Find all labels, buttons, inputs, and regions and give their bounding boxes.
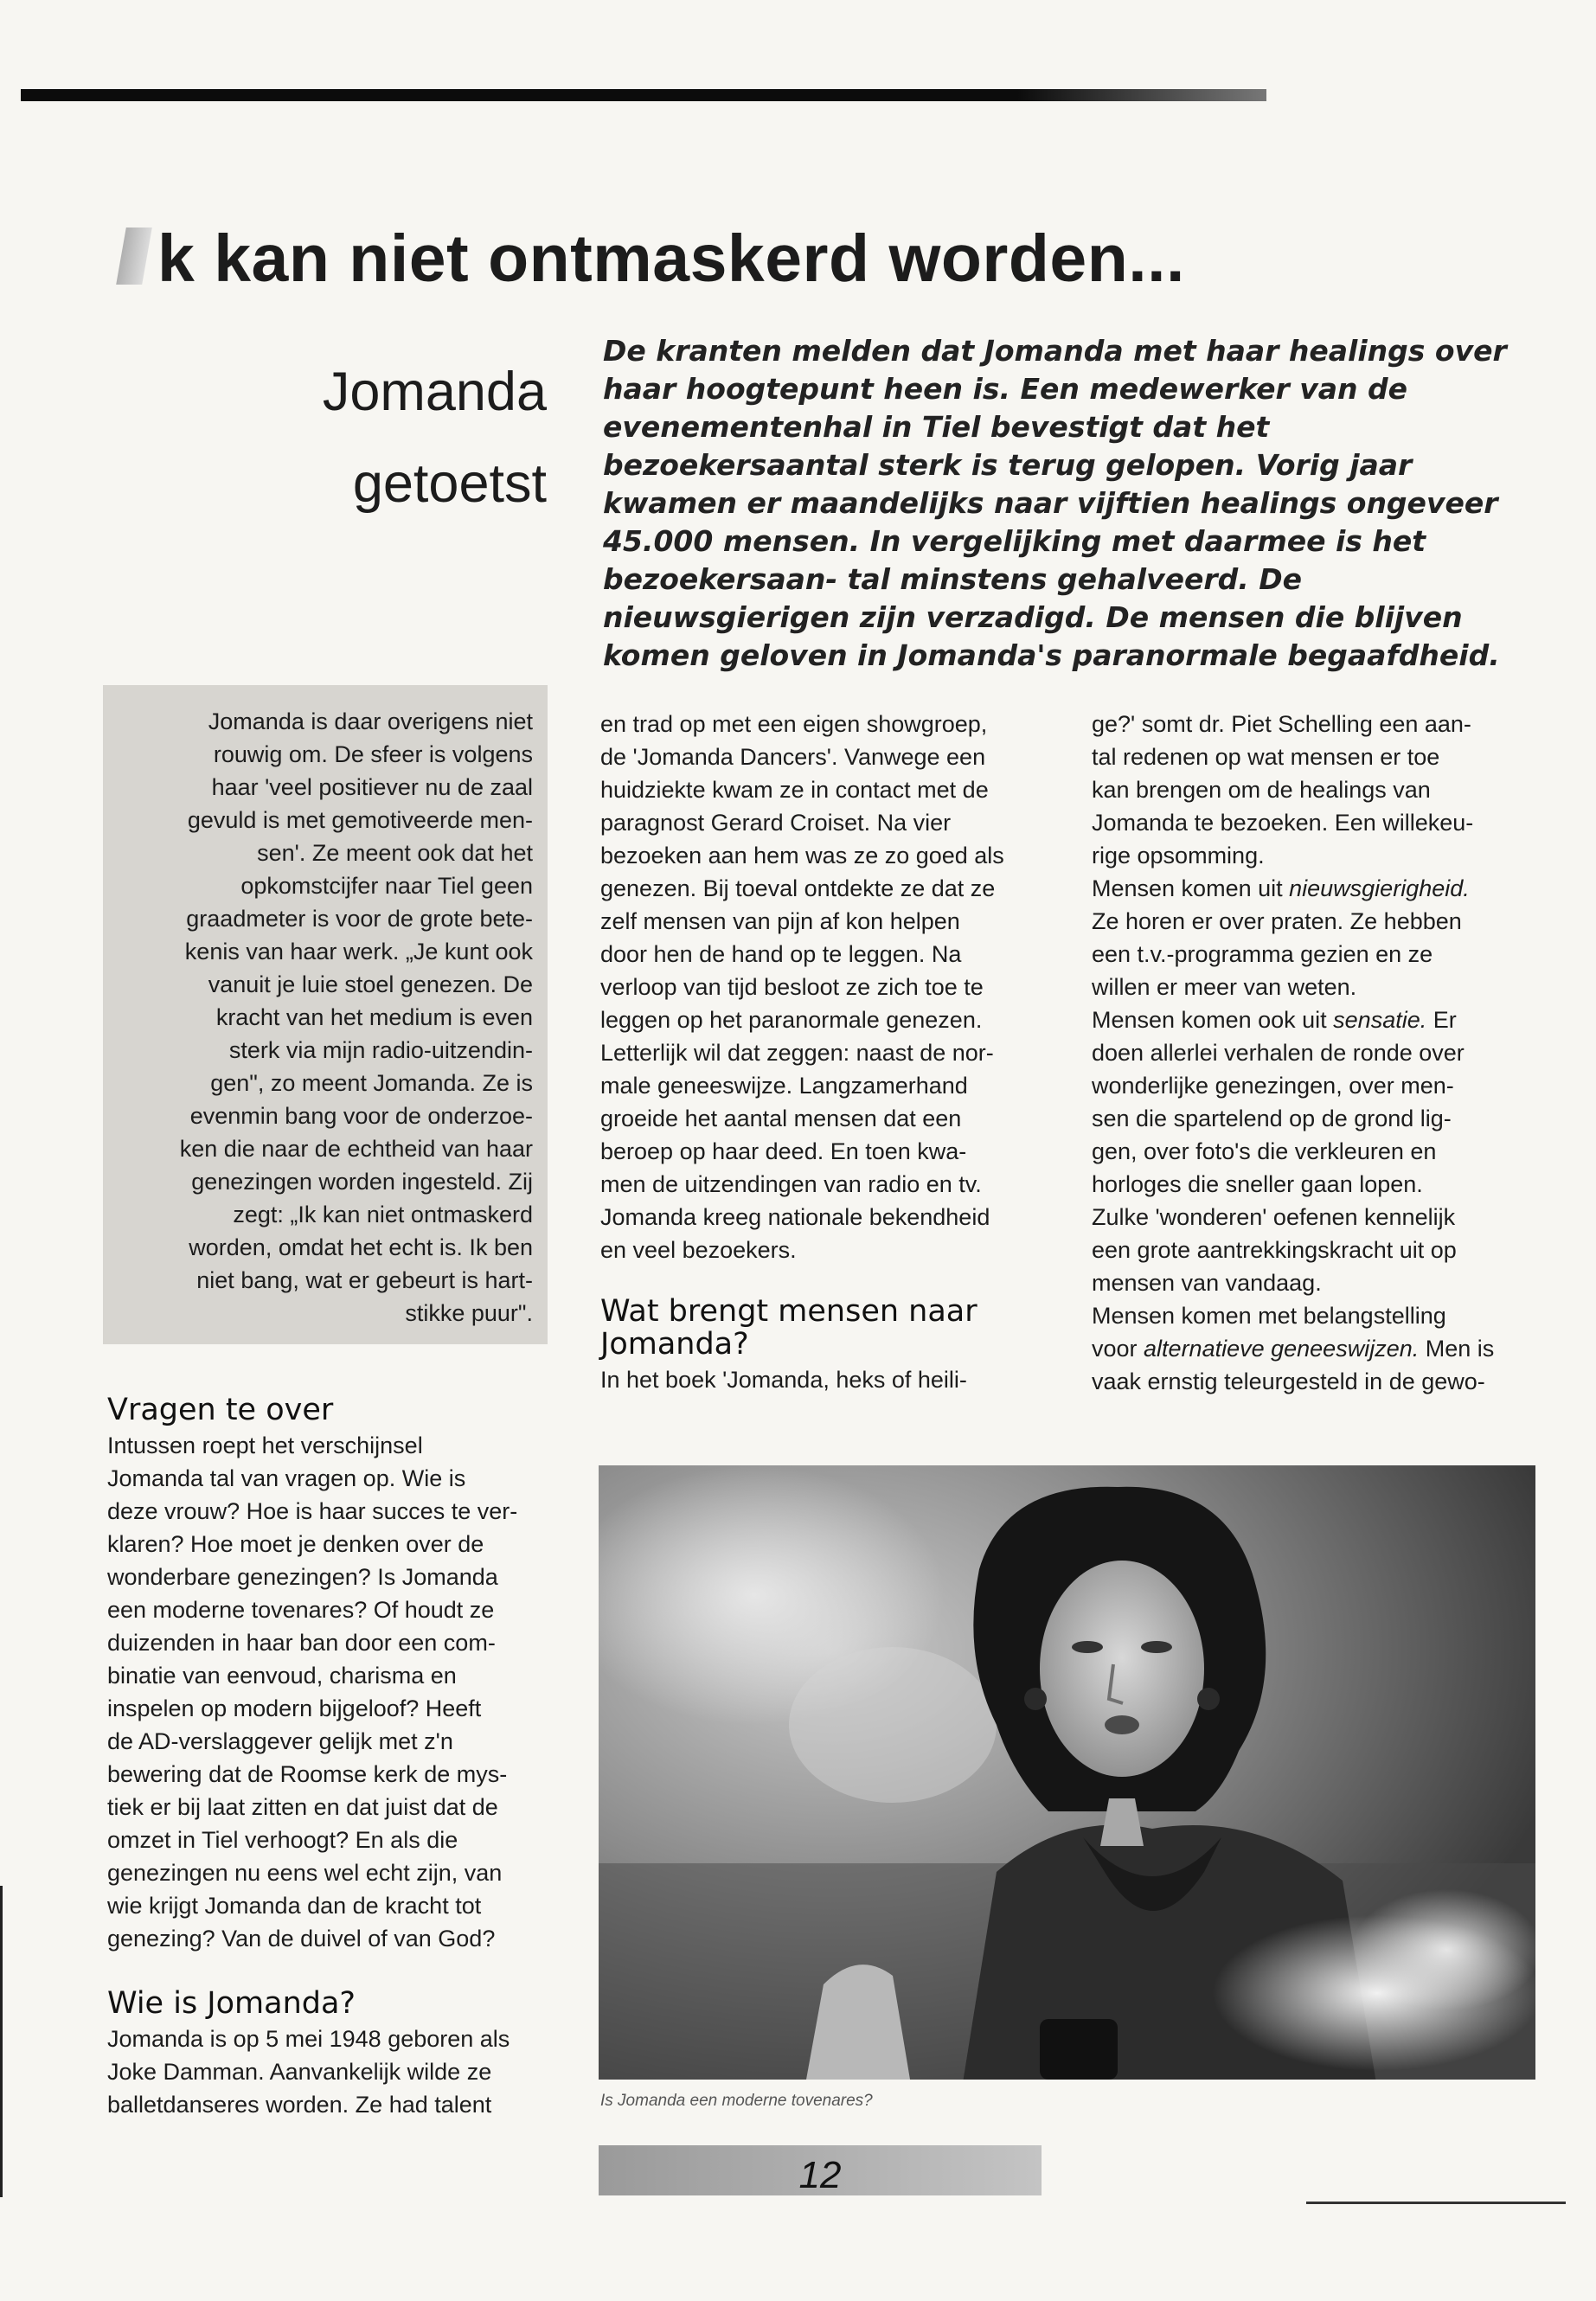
sidebar-quote [121,705,533,1330]
text-line: genezingen nu eens wel echt zijn, van [107,1860,503,1886]
text-line: Jomanda tal van vragen op. Wie is [107,1465,466,1491]
sidebar-line: kracht van het medium is even [215,1004,533,1030]
photo-illustration [599,1465,1535,2080]
text-line: verloop van tijd besloot ze zich toe te [600,974,984,1000]
text-line: een t.v.-programma gezien en ze [1092,941,1433,967]
text-line: Zulke 'wonderen' oefenen kennelijk [1092,1204,1456,1230]
text-line: gen, over foto's die verkleuren en [1092,1138,1437,1164]
text-line: Joke Damman. Aanvankelijk wilde ze [107,2059,492,2085]
text-line: de 'Jomanda Dancers'. Vanwege een [600,744,986,770]
text-line: willen er meer van weten. [1092,974,1357,1000]
text-line: Jomanda te bezoeken. Een willekeu- [1092,810,1474,836]
column-1-vragen [107,1429,544,1955]
sidebar-line: niet bang, wat er gebeurt is hart- [196,1267,533,1293]
column-2-continued [600,1363,1042,1396]
sidebar-line: stikke puur". [405,1300,533,1326]
text-line: bezoeken aan hem was ze zo goed als [600,843,1004,868]
subtitle-line-2: getoetst [352,453,547,514]
text-line: vaak ernstig teleurgesteld in de gewo- [1092,1368,1485,1394]
text-line: Ze horen er over praten. Ze hebben [1092,908,1462,934]
heading-line: Wat brengt mensen naar [600,1294,977,1329]
sidebar-line: genezingen worden ingesteld. Zij [191,1169,533,1195]
text-line: sen die spartelend op de grond lig- [1092,1106,1452,1131]
text-line: duizenden in haar ban door een com- [107,1630,496,1656]
text-line: voor alternatieve geneeswijzen. Men is [1092,1336,1495,1362]
sidebar-line: sterk via mijn radio-uitzendin- [228,1037,533,1063]
text-line: door hen de hand op te leggen. Na [600,941,962,967]
lead-paragraph: De kranten melden dat Jomanda met haar healings over haar hoogtepunt heen is. Een medewerker van de evenementenhal in Tiel bevestigt dat het bezoekersaantal sterk is terug gelopen. Vorig jaar kwamen er maandelijks naar vijftien healings ongeveer 45.000 mensen. In vergelijking met daarmee is het bezoekersaan- tal minstens gehalveerd. De nieuwsgierigen zijn verzadigd. De mensen die blijven komen geloven in Jomanda's paranormale begaafdheid. [603,334,1507,672]
text-line: tiek er bij laat zitten en dat juist dat de [107,1794,498,1820]
text-line: Mensen komen uit nieuwsgierigheid. [1092,875,1470,901]
sidebar-line: gevuld is met gemotiveerde men- [187,807,533,833]
text-line: deze vrouw? Hoe is haar succes te ver- [107,1498,518,1524]
text-line: genezen. Bij toeval ontdekte ze dat ze [600,875,996,901]
headline [121,221,1185,298]
left-edge-line [0,1886,3,2197]
heading-line: Jomanda? [600,1327,749,1362]
text-line: kan brengen om de healings van [1092,777,1431,803]
photo-caption: Is Jomanda een moderne tovenares? [600,2092,873,2110]
text-line: en trad op met een eigen showgroep, [600,711,988,737]
column-2-body [600,708,1042,1266]
drop-cap-I [116,228,152,285]
text-line: horloges die sneller gaan lopen. [1092,1171,1423,1197]
sidebar-line: evenmin bang voor de onderzoe- [189,1103,533,1129]
sidebar-line: zegt: „Ik kan niet ontmaskerd [233,1202,533,1227]
sidebar-line: sen'. Ze meent ook dat het [257,840,533,866]
text-line: Letterlijk wil dat zeggen: naast de nor- [600,1040,994,1066]
subtitle [234,346,547,529]
text-line: zelf mensen van pijn af kon helpen [600,908,960,934]
column-3-body [1092,708,1542,1398]
text-line: paragnost Gerard Croiset. Na vier [600,810,952,836]
text-line: leggen op het paranormale genezen. [600,1007,983,1033]
text-line: ge?' somt dr. Piet Schelling een aan- [1092,711,1471,737]
headline-text: k kan niet ontmaskerd worden... [157,221,1185,296]
text-line: wonderlijke genezingen, over men- [1092,1073,1454,1099]
text-line: en veel bezoekers. [600,1237,797,1263]
top-rule [21,89,1266,101]
text-line: Intussen roept het verschijnsel [107,1433,423,1458]
column-1-wie [107,2022,544,2121]
text-line: Mensen komen met belangstelling [1092,1303,1446,1329]
text-line: wie krijgt Jomanda dan de kracht tot [107,1893,482,1919]
text-line: wonderbare genezingen? Is Jomanda [107,1564,498,1590]
text-line: rige opsomming. [1092,843,1265,868]
page-number: 12 [798,2154,842,2195]
text-line: Jomanda kreeg nationale bekendheid [600,1204,990,1230]
text-line: mensen van vandaag. [1092,1270,1322,1296]
sidebar-line: rouwig om. De sfeer is volgens [213,741,533,767]
text-line: male geneeswijze. Langzamerhand [600,1073,968,1099]
sidebar-line: worden, omdat het echt is. Ik ben [189,1234,533,1260]
bottom-right-rule [1306,2202,1566,2204]
text-line: een moderne tovenares? Of houdt ze [107,1597,495,1623]
heading-wat-brengt-mensen [600,1295,1050,1361]
text-line: tal redenen op wat mensen er toe [1092,744,1440,770]
text-line: balletdanseres worden. Ze had talent [107,2092,492,2118]
text-line: Mensen komen ook uit sensatie. Er [1092,1007,1457,1033]
photo-jomanda [599,1465,1535,2080]
subtitle-line-1: Jomanda [322,362,547,422]
text-line: huidziekte kwam ze in contact met de [600,777,989,803]
sidebar-line: kenis van haar werk. „Je kunt ook [184,939,533,965]
text-line: men de uitzendingen van radio en tv. [600,1171,982,1197]
text-line: klaren? Hoe moet je denken over de [107,1531,484,1557]
text-line: groeide het aantal mensen dat een [600,1106,962,1131]
text-line: binatie van eenvoud, charisma en [107,1663,457,1689]
sidebar-line: opkomstcijfer naar Tiel geen [240,873,533,899]
sidebar-line: Jomanda is daar overigens niet [208,708,533,734]
text-line: genezing? Van de duivel of van God? [107,1926,496,1952]
text-line: Jomanda is op 5 mei 1948 geboren als [107,2026,510,2052]
text-line: een grote aantrekkingskracht uit op [1092,1237,1457,1263]
page-number-box [599,2145,1042,2195]
sidebar-line: haar 'veel positiever nu de zaal [211,774,533,800]
text-line: de AD-verslaggever gelijk met z'n [107,1728,453,1754]
text-line: omzet in Tiel verhoogt? En als die [107,1827,458,1853]
text-line: In het boek 'Jomanda, heks of heili- [600,1367,967,1393]
sidebar-line: gen", zo meent Jomanda. Ze is [210,1070,533,1096]
text-line: beroep op haar deed. En toen kwa- [600,1138,967,1164]
sidebar-line: graadmeter is voor de grote bete- [186,906,533,932]
sidebar-line: vanuit je luie stoel genezen. De [208,971,533,997]
sidebar-line: ken die naar de echtheid van haar [179,1136,533,1162]
text-line: bewering dat de Roomse kerk de mys- [107,1761,508,1787]
text-line: inspelen op modern bijgeloof? Heeft [107,1695,482,1721]
text-line: doen allerlei verhalen de ronde over [1092,1040,1465,1066]
heading-wie-is-jomanda: Wie is Jomanda? [107,1986,356,2021]
heading-vragen-te-over: Vragen te over [107,1393,334,1427]
